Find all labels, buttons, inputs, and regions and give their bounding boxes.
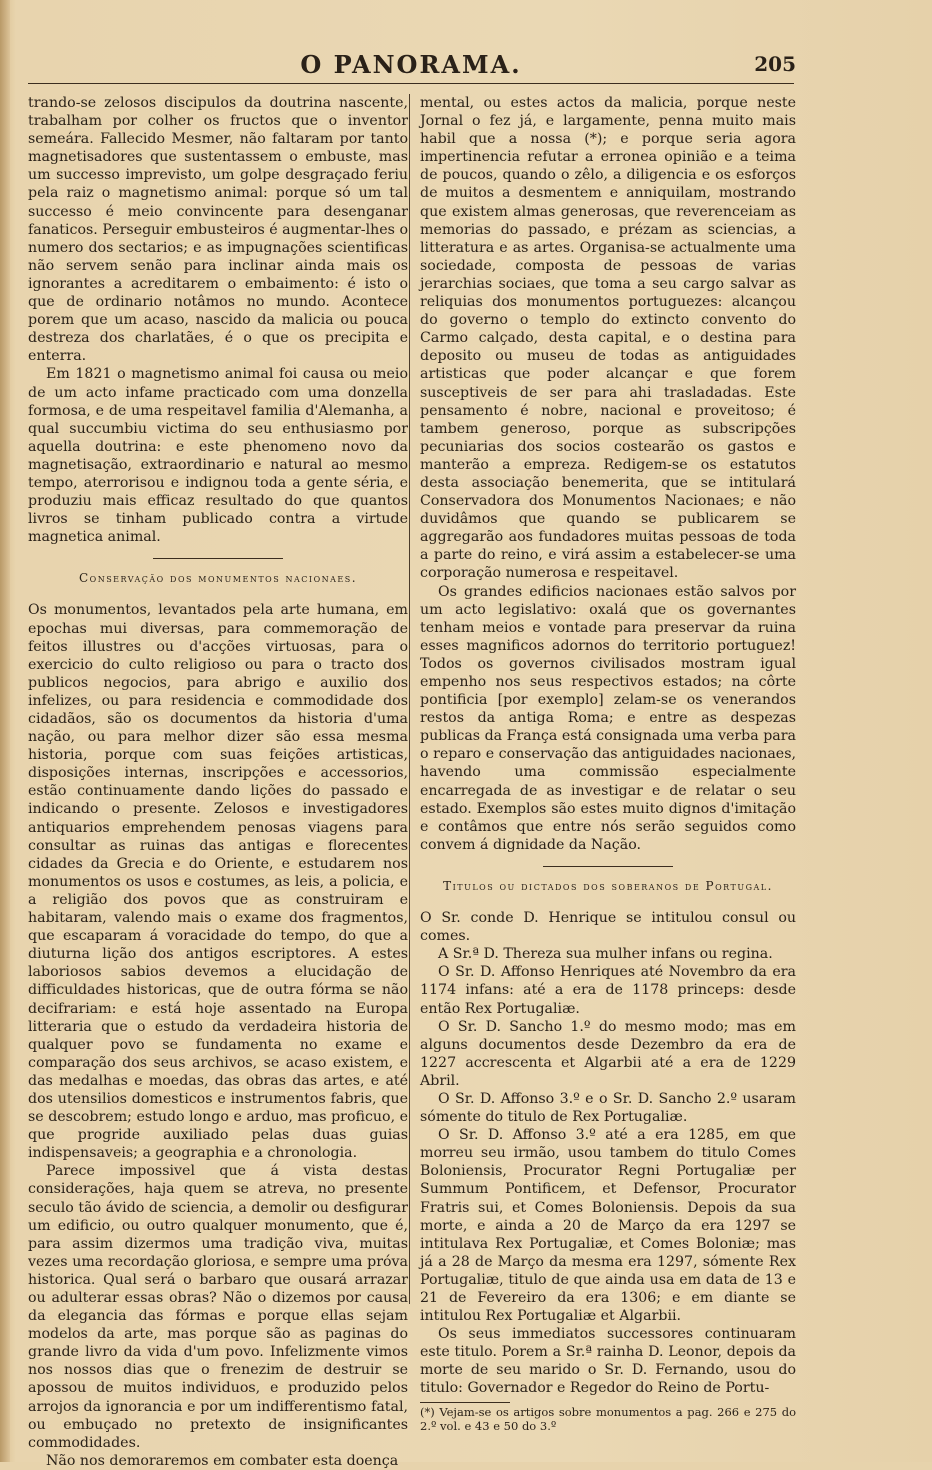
title-entry: O Sr. conde D. Henrique se intitulou consul ou comes. — [420, 910, 796, 945]
paragraph: mental, ou estes actos da malicia, porque neste Jornal o fez já, e largamente, penna muito mais habil que a nossa (*); e porque seria agora impertinencia refutar a erronea opinião e a teima de poucos, quando o zêlo, a diligencia e os esforços de muitos a desmentem e anniquilam, mostrando que existem almas generosas, que reverenceiam as memorias do passado, e prézam as sciencias, a litteratura e as artes. Organisa-se actualmente uma sociedade, composta de pessoas de varias jerarchias sociaes, que toma a seu cargo salvar as reliquias dos monumentos portuguezes: alcançou do governo o templo do extincto convento do Carmo calçado, desta capital, e o destina para deposito ou museu de todas as antiguidades artisticas que poder alcançar e que forem susceptiveis de ser para ahi trasladadas. Este pensamento é nobre, nacional e proveitoso; é tambem generoso, porque as subscripções pecuniarias dos socios costearão os gastos e manterão a empreza. Redigem-se os estatutos desta associação benemerita, que se intitulará Conservadora dos Monumentos Nacionaes; e não duvidâmos que quando se publicarem se aggregarão aos fundadores muitas pessoas de toda a parte do reino, e virá assim a estabelecer-se uma corporação numerosa e respeitavel. — [420, 95, 796, 582]
title-entry: O Sr. D. Sancho 1.º do mesmo modo; mas em alguns documentos desde Dezembro da era de 1227 accrescenta et Algarbii até a era de 1229 Abril. — [420, 1018, 796, 1089]
right-column — [420, 94, 796, 1433]
section-heading: Titulos ou dictados dos soberanos de Portugal. — [443, 878, 773, 893]
paragraph: Os grandes edificios nacionaes estão salvos por um acto legislativo: oxalá que os governantes tenham meios e vontade para preservar da ruina esses magnificos adornos do territorio portuguez! Todos os governos civilisados mostram igual empenho nos seus respectivos estados; na côrte pontificia [por exemplo] zelam-se os venerandos restos da antiga Roma; e entre as despezas publicas da França está consignada uma verba para o reparo e conservação das antiguidades nacionaes, havendo uma commissão especialmente encarregada de as investigar e de relatar o seu estado. Exemplos são estes muito dignos d'imitação e contâmos que entre nós serão seguidos como convem á dignidade da Nação. — [420, 583, 796, 853]
paragraph: Não nos demoraremos em combater esta doença — [46, 1452, 399, 1469]
title-entry: O Sr. D. Affonso Henriques até Novembro da era 1174 infans: até a era de 1178 princeps: desde então Rex Portugaliæ. — [420, 964, 796, 1017]
title-entry: O Sr. D. Affonso 3.º e o Sr. D. Sancho 2.º usaram sómente do titulo de Rex Portugaliæ. — [420, 1090, 796, 1126]
page-edge — [0, 0, 10, 1462]
section-heading: Conservação dos monumentos nacionaes. — [78, 571, 358, 586]
title-entry: O Sr. D. Affonso 3.º até a era 1285, em que morreu seu irmão, usou tambem do titulo Comes Boloniensis, Procurator Regni Portugaliæ per Summum Pontificem, et Defensor, Procurator Fratris sui, et Comes Boloniensis. Depois da sua morte, e ainda a 20 de Março da era 1297 se intitulava Rex Portugaliæ, et Comes Boloniæ; mas já a 28 de Março da mesma era 1297, sómente Rex Portugaliæ, titulo de que ainda usa em data de 13 e 21 de Fevereiro da era 1306; e em diante se intitulou Rex Portugaliæ et Algarbii. — [420, 1127, 796, 1325]
header-rule — [28, 83, 794, 84]
footnote: (*) Vejam-se os artigos sobre monumentos a pag. 266 e 275 do 2.º vol. e 43 e 50 do 3.º — [420, 1404, 796, 1433]
title-entry: A Sr.ª D. Thereza sua mulher infans ou regina. — [438, 946, 773, 963]
paragraph: Os monumentos, levantados pela arte humana, em epochas mui diversas, para commemoração de feitos illustres ou d'acções virtuosas, para o exercicio do culto religioso ou para o tracto dos publicos negocios, para abrigo e auxilio dos infelizes, ou para residencia e commodidade dos cidadãos, são os documentos da historia d'uma nação, ou para melhor dizer são essa mesma historia, porque com suas feições artisticas, disposições internas, inscripções e accessorios, estão continuamente dando lições do passado e indicando o presente. Zelosos e investigadores antiquarios emprehendem penosas viagens para consultar as ruinas das antigas e florecentes cidades da Grecia e do Oriente, e estudarem nos monumentos os usos e costumes, as leis, a policia, e a religião dos povos que as construiram e habitaram, valendo mais o exame dos fragmentos, que escaparam á voracidade do tempo, do que a diuturna lição dos antigos escriptores. A estes laboriosos sabios devemos a elucidação de difficuldades historicas, que de outra fórma se não decifrariam: e está hoje assentado na Europa litteraria que o estudo da verdadeira historia de qualquer povo se fundamenta no exame e comparação dos seus archivos, se acaso existem, e das medalhas e moedas, das obras das artes, e até dos utensilios domesticos e instrumentos fabris, que se descobrem; estudo longo e arduo, mas proficuo, e que progride auxiliado pelas duas guias indispensaveis; a geographia e a chronologia. — [28, 602, 408, 1162]
paragraph: trando-se zelosos discipulos da doutrina nascente, trabalham por colher os fructos que o inventor semeára. Fallecido Mesmer, não faltaram por tanto magnetisadores que sustentassem o embuste, mas um successo imprevisto, um golpe desgraçado feriu pela raiz o magnetismo animal: porque só um tal successo é meio convincente para desenganar fanaticos. Perseguir embusteiros é augmentar-lhes o numero dos sectarios; e as impugnações scientificas não servem senão para inclinar ainda mais os ignorantes a acreditarem o embaimento: é isto o que de ordinario notâmos no mundo. Acontece porem que um acaso, nascido da malicia ou pouca destreza dos charlatães, é o que os precipita e enterra. — [28, 95, 408, 365]
paragraph: Em 1821 o magnetismo animal foi causa ou meio de um acto infame practicado com uma donzella formosa, e de uma respeitavel familia d'Alemanha, a qual succumbiu victima do seu enthusiasmo por aquella doutrina: e este phenomeno novo da magnetisação, extraordinario e natural ao mesmo tempo, aterrorisou e indignou toda a gente séria, e produziu mais efficaz resultado do que quantos livros se tinham publicado contra a virtude magnetica animal. — [28, 366, 408, 546]
footnote-rule — [420, 1402, 510, 1403]
page-header — [26, 48, 796, 84]
page-number: 205 — [754, 52, 796, 76]
title-entry: Os seus immediatos successores continuaram este titulo. Porem a Sr.ª rainha D. Leonor, depois da morte de seu marido o Sr. D. Fernando, usou do titulo: Governador e Regedor do Reino de Portu- — [420, 1326, 796, 1397]
section-separator — [543, 866, 673, 867]
paragraph: Parece impossivel que á vista destas considerações, haja quem se atreva, no presente seculo tão ávido de sciencia, a demolir ou desfigurar um edificio, ou outro qualquer monumento, que é, para assim dizermos uma tradição viva, muitas vezes uma recordação gloriosa, e sempre uma próva historica. Qual será o barbaro que ousará arrazar ou adulterar essas obras? Não o dizemos por causa da elegancia das fórmas e porque ellas sejam modelos da arte, mas porque são as paginas do grande livro da vida d'um povo. Infelizmente vimos nos nossos dias que o frenezim de destruir se apossou de muitos individuos, e produzido pelos arrojos da ignorancia e por um indifferentismo fatal, ou embuçado no pretexto de insignificantes commodidades. — [28, 1163, 408, 1451]
section-separator — [153, 558, 283, 559]
journal-title: O PANORAMA. — [300, 50, 522, 79]
left-column — [28, 94, 408, 1470]
column-divider — [409, 94, 410, 1304]
